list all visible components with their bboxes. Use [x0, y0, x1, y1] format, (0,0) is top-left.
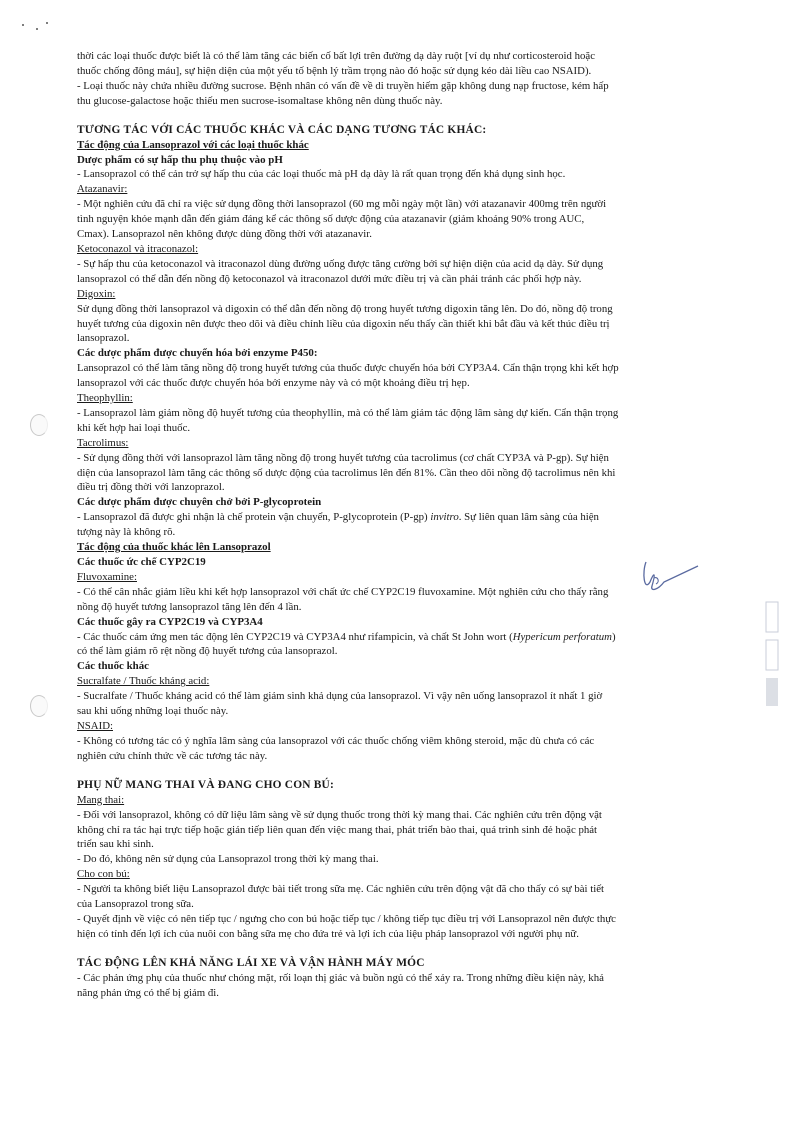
document-body — [77, 49, 752, 1001]
text-line: - Quyết định về việc có nên tiếp tục / ngưng cho con bú hoặc tiếp tục / không tiếp tục điều trị với Lansoprazol nên được thực — [77, 912, 616, 925]
subheading-p-glycoprotein: Các dược phẩm được chuyên chở bởi P-glycoprotein — [77, 496, 322, 509]
text-line: của Lansoprazol trong sữa. — [77, 898, 194, 911]
drug-label-nsaid: NSAID: — [77, 719, 113, 732]
text-line: thuốc chống đông máu], sự hiện diện của một yếu tố bệnh lý trầm trọng nào đó hoặc sử dụng kéo dài liều cao NSAID). — [77, 64, 592, 77]
text-line: thu glucose-galactose hoặc thiếu men sucrose-isomaltase không nên dùng thuốc này. — [77, 94, 443, 107]
text-line: - Có thể cân nhắc giảm liều khi kết hợp lansoprazol với chất ức chế CYP2C19 fluvoxamine. Một nghiên cứu cho thấy rằng — [77, 585, 609, 598]
drug-label-atazanavir: Atazanavir: — [77, 183, 128, 196]
subheading-cyp2c19-inhibitors: Các thuốc ức chế CYP2C19 — [77, 556, 206, 568]
text-line: khi kết hợp hai loại thuốc. — [77, 421, 191, 434]
text-run-italic: Hypericum perforatum — [512, 630, 612, 643]
text-line: tình nguyện khỏe mạnh dẫn đến giảm đáng kể các thông số dược động của atazanavir (giảm khoảng 90% trong AUC, — [77, 213, 585, 226]
margin-stamp-mark — [760, 600, 786, 710]
subheading-effect-on-lansoprazol: Tác động của thuốc khác lên Lansoprazol — [77, 541, 271, 554]
text-run: - Các thuốc cảm ứng men tác động lên CYP2C19 và CYP3A4 như rifampicin, và chất St John wort ( — [77, 630, 513, 643]
drug-label-tacrolimus: Tacrolimus: — [77, 436, 129, 449]
text-line: hiện có tính đến lợi ích của nuôi con bằng sữa mẹ cho đứa trẻ và lợi ích của liệu pháp lansoprazol với người phụ nữ. — [77, 927, 579, 940]
text-line: Sử dụng đồng thời lansoprazol và digoxin có thể dẫn đến nồng độ trong huyết tương digoxin tăng lên. Do đó, nồng độ trong — [77, 302, 613, 315]
text-line: không chỉ ra tác hại trực tiếp hoặc gián tiếp liên quan đến việc mang thai, phát triển bào thai, quá trình sinh đẻ hoặc phát — [77, 823, 598, 836]
text-line: lansoprazol với các thuốc được chuyển hóa bởi enzyme này và có một khoảng điều trị hẹp. — [77, 377, 470, 390]
text-line: huyết tương của digoxin nên được theo dõi và điều chỉnh liều của digoxin nếu thấy cần thiết khi bắt đầu và kết thúc điều trị — [77, 317, 610, 330]
scan-speck — [22, 24, 24, 26]
text-line: năng phản ứng có thể bị giảm đi. — [77, 986, 219, 999]
subheading-p450: Các dược phẩm được chuyển hóa bởi enzyme P450: — [77, 347, 318, 360]
paragraph-warnings-continued — [77, 49, 752, 109]
text-line — [77, 630, 752, 645]
text-line: tượng này là không rõ. — [77, 526, 176, 539]
text-run: - Lansoprazol đã được ghi nhận là chế protein vận chuyển, P-glycoprotein (P-gp) — [77, 511, 431, 524]
text-line: - Người ta không biết liệu Lansoprazol được bài tiết trong sữa mẹ. Các nghiên cứu trên động vật đã cho thấy có sự bài tiết — [77, 883, 604, 896]
scan-speck — [36, 28, 38, 30]
text-run: . Sự liên quan lâm sàng của hiện — [458, 511, 599, 524]
drug-label-theophyllin: Theophyllin: — [77, 392, 133, 405]
text-line — [77, 510, 752, 525]
text-line: Cmax). Lansoprazol nên không được dùng đồng thời với atazanavir. — [77, 228, 372, 241]
scan-speck — [46, 22, 48, 24]
text-line: thời các loại thuốc được biết là có thể làm tăng các biến cố bất lợi trên đường dạ dày ruột [ví dụ như corticosteroid hoặc — [77, 50, 595, 62]
text-run-italic: invitro — [430, 511, 459, 524]
text-line: - Đối với lansoprazol, không có dữ liệu lâm sàng về sử dụng thuốc trong thời kỳ mang thai. Các nghiên cứu trên động vật — [77, 808, 602, 821]
text-line: triển sau khi sinh. — [77, 838, 154, 851]
text-line: - Lansoprazol có thể cản trở sự hấp thu của các loại thuốc mà pH dạ dày là rất quan trọng đến khả dụng sinh học. — [77, 168, 566, 181]
subheading-ph-dependent: Dược phẩm có sự hấp thu phụ thuộc vào pH — [77, 153, 283, 166]
text-line: - Loại thuốc này chứa nhiều đường sucrose. Bệnh nhân có vấn đề về di truyền hiếm gặp không dung nạp fructose, kém hấp — [77, 79, 609, 92]
text-line: có thể làm giảm rõ rệt nồng độ huyết tương của lansoprazol. — [77, 645, 338, 658]
text-line: - Lansoprazol làm giảm nồng độ huyết tương của theophyllin, mà có thể làm giảm tác động lâm sàng dự kiến. Cẩn thận trọng — [77, 406, 619, 419]
text-line: - Sucralfate / Thuốc kháng acid có thể làm giảm sinh khả dụng của lansoprazol. Vì vậy nên uống lansoprazol ít nhất 1 giờ — [77, 690, 603, 703]
text-line: điều trị đồng thời với lanzoprazol. — [77, 481, 225, 494]
drug-label-ketoconazol: Ketoconazol và itraconazol: — [77, 242, 199, 255]
section-heading-driving: TÁC ĐỘNG LÊN KHẢ NĂNG LÁI XE VÀ VẬN HÀNH MÁY MÓC — [77, 956, 425, 969]
text-line: diện của lansoprazol làm tăng các thông số dược động của tacrolimus lên đến 81%. Cần theo dõi nồng độ tacrolimus nên khi — [77, 466, 616, 479]
text-line: - Do đó, không nên sử dụng của Lansoprazol trong thời kỳ mang thai. — [77, 853, 379, 866]
punch-hole — [30, 695, 48, 717]
text-line: sau khi uống những loại thuốc này. — [77, 705, 229, 718]
text-line: - Các phản ứng phụ của thuốc như chóng mặt, rối loạn thị giác và buồn ngủ có thể xảy ra. Trong những điều kiện này, khả — [77, 971, 604, 984]
text-line: Lansoprazol có thể làm tăng nồng độ trong huyết tương của thuốc được chuyển hóa bởi CYP3A4. Cẩn thận trọng khi kết hợp — [77, 362, 619, 375]
text-line: - Sự hấp thu của ketoconazol và itraconazol dùng đường uống được tăng cường bởi sự hiện diện của acid dạ dày. Sử dụng — [77, 257, 604, 270]
text-line: lansoprazol. — [77, 332, 130, 345]
section-heading-interactions: TƯƠNG TÁC VỚI CÁC THUỐC KHÁC VÀ CÁC DẠNG TƯƠNG TÁC KHÁC: — [77, 123, 487, 136]
subheading-other-drugs: Các thuốc khác — [77, 660, 150, 673]
text-line: - Một nghiên cứu đã chỉ ra việc sử dụng đồng thời lansoprazol (60 mg mỗi ngày một lần) với atazanavir 400mg trên người — [77, 198, 607, 211]
label-pregnancy: Mang thai: — [77, 793, 125, 806]
label-lactation: Cho con bú: — [77, 868, 130, 881]
punch-hole — [30, 414, 48, 436]
text-run: ) — [611, 630, 616, 643]
drug-label-sucralfate: Sucralfate / Thuốc kháng acid: — [77, 675, 210, 688]
text-line: nghiên cứu chính thức về các tương tác này. — [77, 749, 268, 762]
subheading-inducers: Các thuốc gây ra CYP2C19 và CYP3A4 — [77, 615, 263, 628]
text-line: - Không có tương tác có ý nghĩa lâm sàng của lansoprazol với các thuốc chống viêm không steroid, mặc dù chưa có các — [77, 734, 595, 747]
text-line: - Sử dụng đồng thời với lansoprazol làm tăng nồng độ trong huyết tương của tacrolimus (cơ chất CYP3A và P-gp). Sự hiện — [77, 451, 609, 464]
drug-label-digoxin: Digoxin: — [77, 287, 116, 300]
text-line: nồng độ huyết tương lansoprazol tăng lên đến 4 lần. — [77, 600, 302, 613]
drug-label-fluvoxamine: Fluvoxamine: — [77, 570, 137, 583]
subheading-effect-on-other-drugs: Tác động của Lansoprazol với các loại thuốc khác — [77, 138, 309, 151]
section-heading-pregnancy: PHỤ NỮ MANG THAI VÀ ĐANG CHO CON BÚ: — [77, 778, 334, 791]
text-line: lansoprazol có thể dẫn đến nồng độ ketoconazol và itraconazol dưới mức điều trị và cần phải tránh các phối hợp này. — [77, 272, 582, 285]
